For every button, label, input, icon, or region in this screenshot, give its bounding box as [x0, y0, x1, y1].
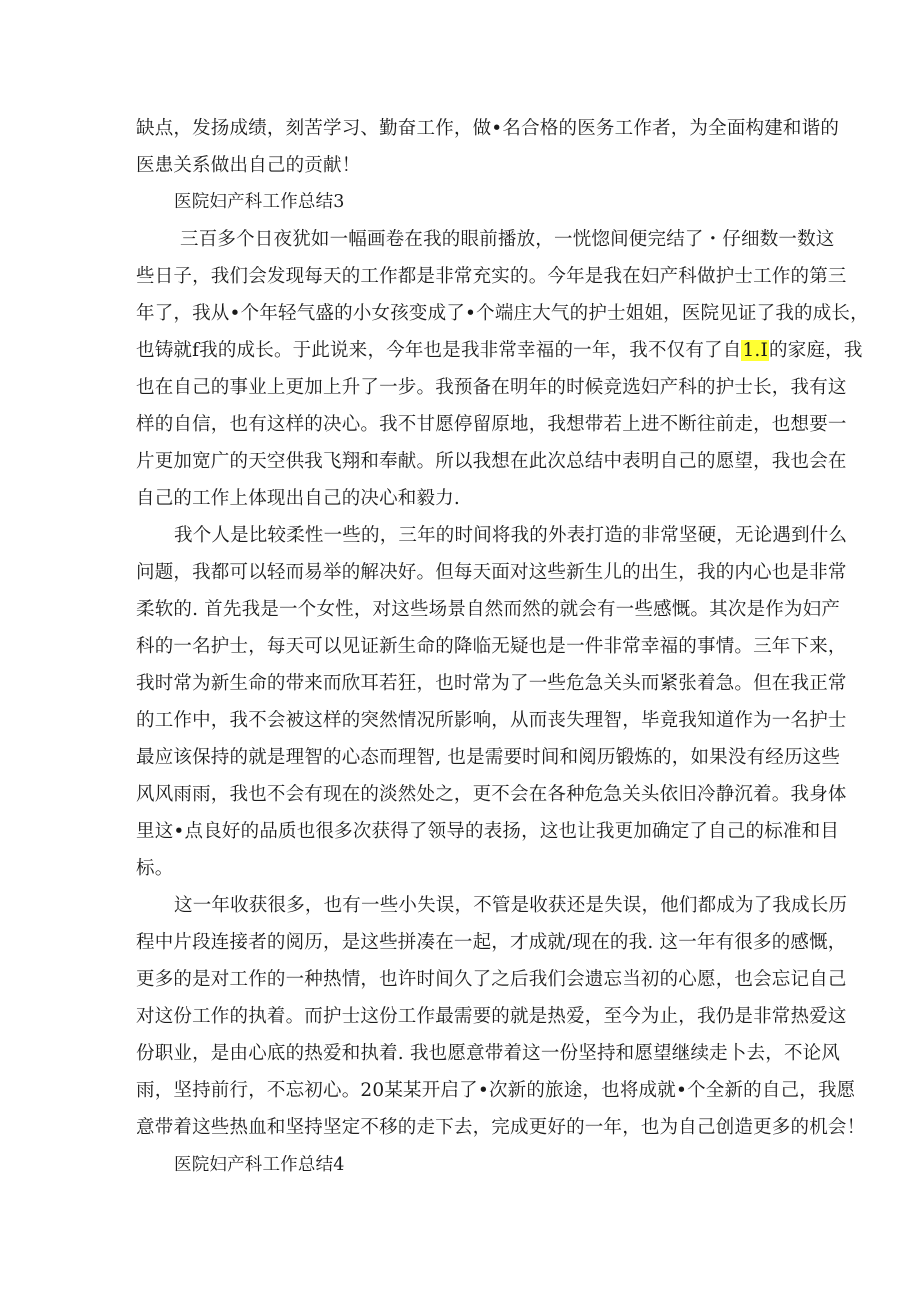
s3-p2-line-2: 问题，我都可以轻而易举的解决好。但每天面对这些新生儿的出生，我的内心也是非常 — [136, 562, 847, 583]
s3-p3-line-1: 这一年收获很多，也有一些小失误，不管是收获还是失误，他们都成为了我成长历 — [174, 895, 848, 916]
section-4-heading: 医院妇产科工作总结4 — [174, 1155, 345, 1175]
s3-p1-line-4-tail: 的家庭，我 — [769, 340, 863, 361]
s3-p3-line-6: 雨，坚持前行，不忘初心。20某某开启了•次新的旅途，也将成就•个全新的自己，我愿 — [136, 1080, 856, 1101]
s3-p1-line-5: 也在自己的事业上更加上升了一步。我预备在明年的时候竞选妇产科的护士长，我有这 — [136, 377, 847, 398]
s3-p2-line-3: 柔软的. 首先我是一个女性，对这些场景自然而然的就会有一些感慨。其次是作为妇产 — [136, 599, 841, 620]
s3-p3-line-5: 份职业，是由心底的热爱和执着. 我也愿意带着这一份坚持和愿望继续走卜去，不论风 — [136, 1043, 841, 1064]
s3-p2-line-5: 我时常为新生命的带来而欣耳若狂，也时常为了一些危急关头而紧张着急。但在我正常 — [136, 673, 847, 694]
s3-p1-line-8: 自己的工作上体现出自己的决心和毅力. — [136, 488, 460, 509]
s3-p1-line-7: 片更加宽广的天空供我飞翔和奉献。所以我想在此次总结中表明自己的愿望，我也会在 — [136, 451, 847, 472]
s3-p1-line-4 — [136, 338, 920, 364]
s3-p2-line-6: 的工作中，我不会被这样的突然情况所影响，从而丧失理智，毕竟我知道作为一名护士 — [136, 710, 847, 731]
s3-p1-line-3: 年了，我从•个年轻气盛的小女孩变成了•个端庄大气的护士姐姐，医院见证了我的成长， — [136, 303, 869, 324]
s3-p3-line-4: 对这份工作的执着。而护士这份工作最需要的就是热爱，至今为止，我仍是非常热爱这 — [136, 1006, 847, 1027]
highlighted-text: 1.I — [742, 340, 769, 361]
s3-p3-line-3: 更多的是对工作的一种热情，也许时间久了之后我们会遗忘当初的心愿，也会忘记自己 — [136, 969, 847, 990]
intro-line-1: 缺点，发扬成绩，刻苦学习、勤奋工作，做•名合格的医务工作者，为全面构建和谐的 — [136, 118, 840, 139]
intro-line-2: 医患关系做出自己的贡献！ — [136, 155, 361, 176]
s3-p3-line-2: 程中片段连接者的阅历，是这些拼凑在一起，才成就/现在的我. 这一年有很多的感慨， — [136, 932, 847, 953]
s3-p1-line-2: 些日子，我们会发现每天的工作都是非常充实的。今年是我在妇产科做护士工作的第三 — [136, 266, 847, 287]
s3-p1-line-4-text: 也铸就f我的成长。于此说来，今年也是我非常幸福的一年，我不仅有了自 — [136, 340, 742, 361]
s3-p2-line-9: 里这•点良好的品质也很多次获得了领导的表扬，这也让我更加确定了自己的标准和目 — [136, 821, 840, 842]
s3-p2-line-1: 我个人是比较柔性一些的，三年的时间将我的外表打造的非常坚硬，无论遇到什么 — [174, 525, 848, 546]
s3-p2-line-8: 风风雨雨，我也不会有现在的淡然处之，更不会在各种危急关头依旧冷静沉着。我身体 — [136, 784, 847, 805]
s3-p1-line-1: 三百多个日夜犹如一幅画卷在我的眼前播放，一恍惚间便完结了・仔细数一数这 — [180, 229, 835, 250]
s3-p2-line-7: 最应该保持的就是理智的心态而理智, 也是需要时间和阅历锻炼的，如果没有经历这些 — [136, 747, 841, 768]
s3-p2-line-10: 标。 — [136, 858, 174, 879]
s3-p3-line-7: 意带着这些热血和坚持坚定不移的走下去，完成更好的一年，也为自己创造更多的机会！ — [136, 1117, 866, 1138]
s3-p2-line-4: 科的一名护士，每天可以见证新生命的降临无疑也是一件非常幸福的事情。三年下来， — [136, 636, 847, 657]
section-3-heading: 医院妇产科工作总结3 — [174, 192, 345, 212]
s3-p1-line-6: 样的自信，也有这样的决心。我不甘愿停留原地，我想带若上进不断往前走，也想要一 — [136, 414, 847, 435]
